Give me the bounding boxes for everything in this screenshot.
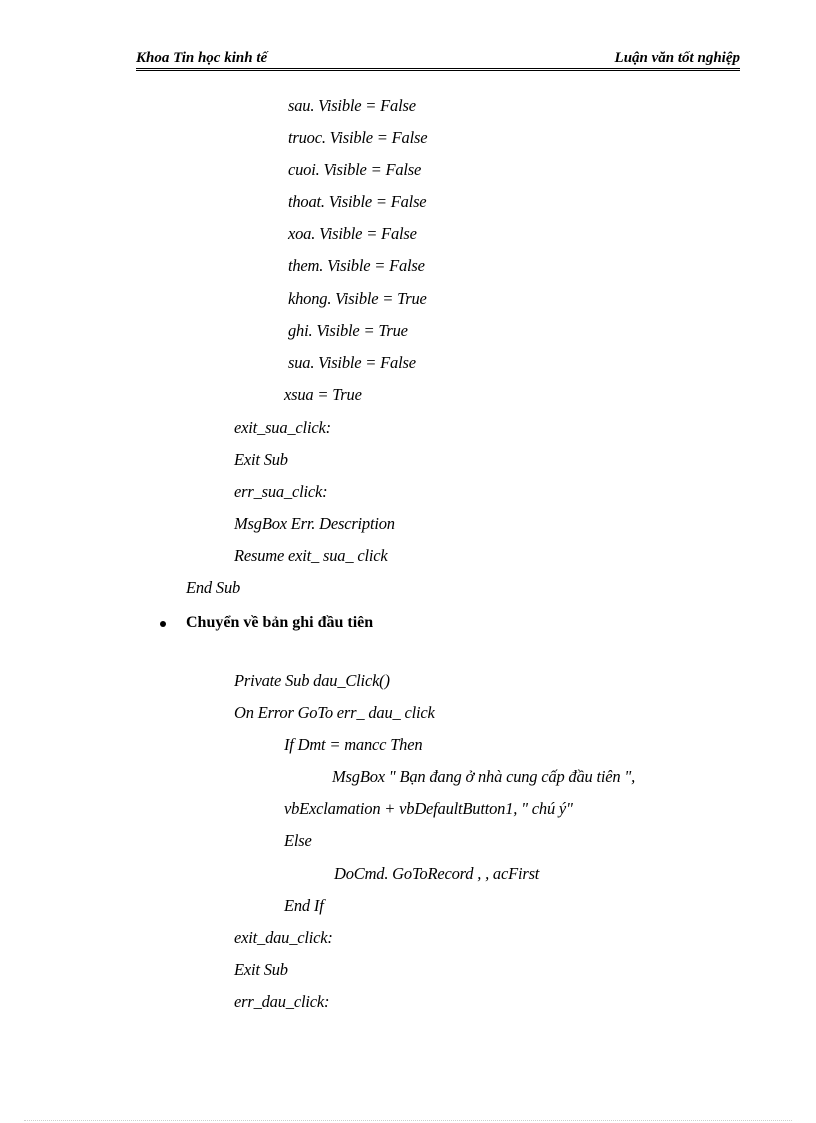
header-faculty: Khoa Tin học kinh tế <box>136 50 268 66</box>
code-line: End Sub <box>186 578 241 597</box>
code-line: Exit Sub <box>234 960 288 979</box>
code-line: Resume exit_ sua_ click <box>234 546 388 565</box>
code-line: truoc. Visible = False <box>288 128 428 147</box>
code-line: MsgBox Err. Description <box>234 514 395 533</box>
page-header <box>136 47 740 71</box>
header-thesis-title: Luận văn tốt nghiệp <box>614 50 740 66</box>
code-line: On Error GoTo err_ dau_ click <box>234 703 435 722</box>
code-line: them. Visible = False <box>288 256 425 275</box>
code-line: DoCmd. GoToRecord , , acFirst <box>334 864 540 883</box>
code-line: Exit Sub <box>234 450 288 469</box>
code-line: thoat. Visible = False <box>288 192 427 211</box>
code-line: MsgBox " Bạn đang ở nhà cung cấp đầu tiên ", <box>332 767 636 786</box>
code-line: Private Sub dau_Click() <box>234 671 390 690</box>
code-line: exit_dau_click: <box>234 928 333 947</box>
code-line: vbExclamation + vbDefaultButton1, " chú ý" <box>284 799 573 818</box>
code-line: cuoi. Visible = False <box>288 160 422 179</box>
bullet-icon <box>160 621 166 627</box>
code-line: If Dmt = mancc Then <box>284 735 423 754</box>
code-line: xsua = True <box>284 385 362 404</box>
code-line: End If <box>284 896 324 915</box>
section-heading: Chuyển về bản ghi đầu tiên <box>186 614 374 631</box>
code-line: xoa. Visible = False <box>288 224 417 243</box>
code-line: sua. Visible = False <box>288 353 416 372</box>
code-line: err_sua_click: <box>234 482 328 501</box>
code-line: Else <box>284 831 312 850</box>
code-line: err_dau_click: <box>234 992 330 1011</box>
footer-divider <box>24 1120 792 1121</box>
code-line: sau. Visible = False <box>288 96 416 115</box>
code-line: khong. Visible = True <box>288 289 427 308</box>
code-line: exit_sua_click: <box>234 418 331 437</box>
code-line: ghi. Visible = True <box>288 321 408 340</box>
